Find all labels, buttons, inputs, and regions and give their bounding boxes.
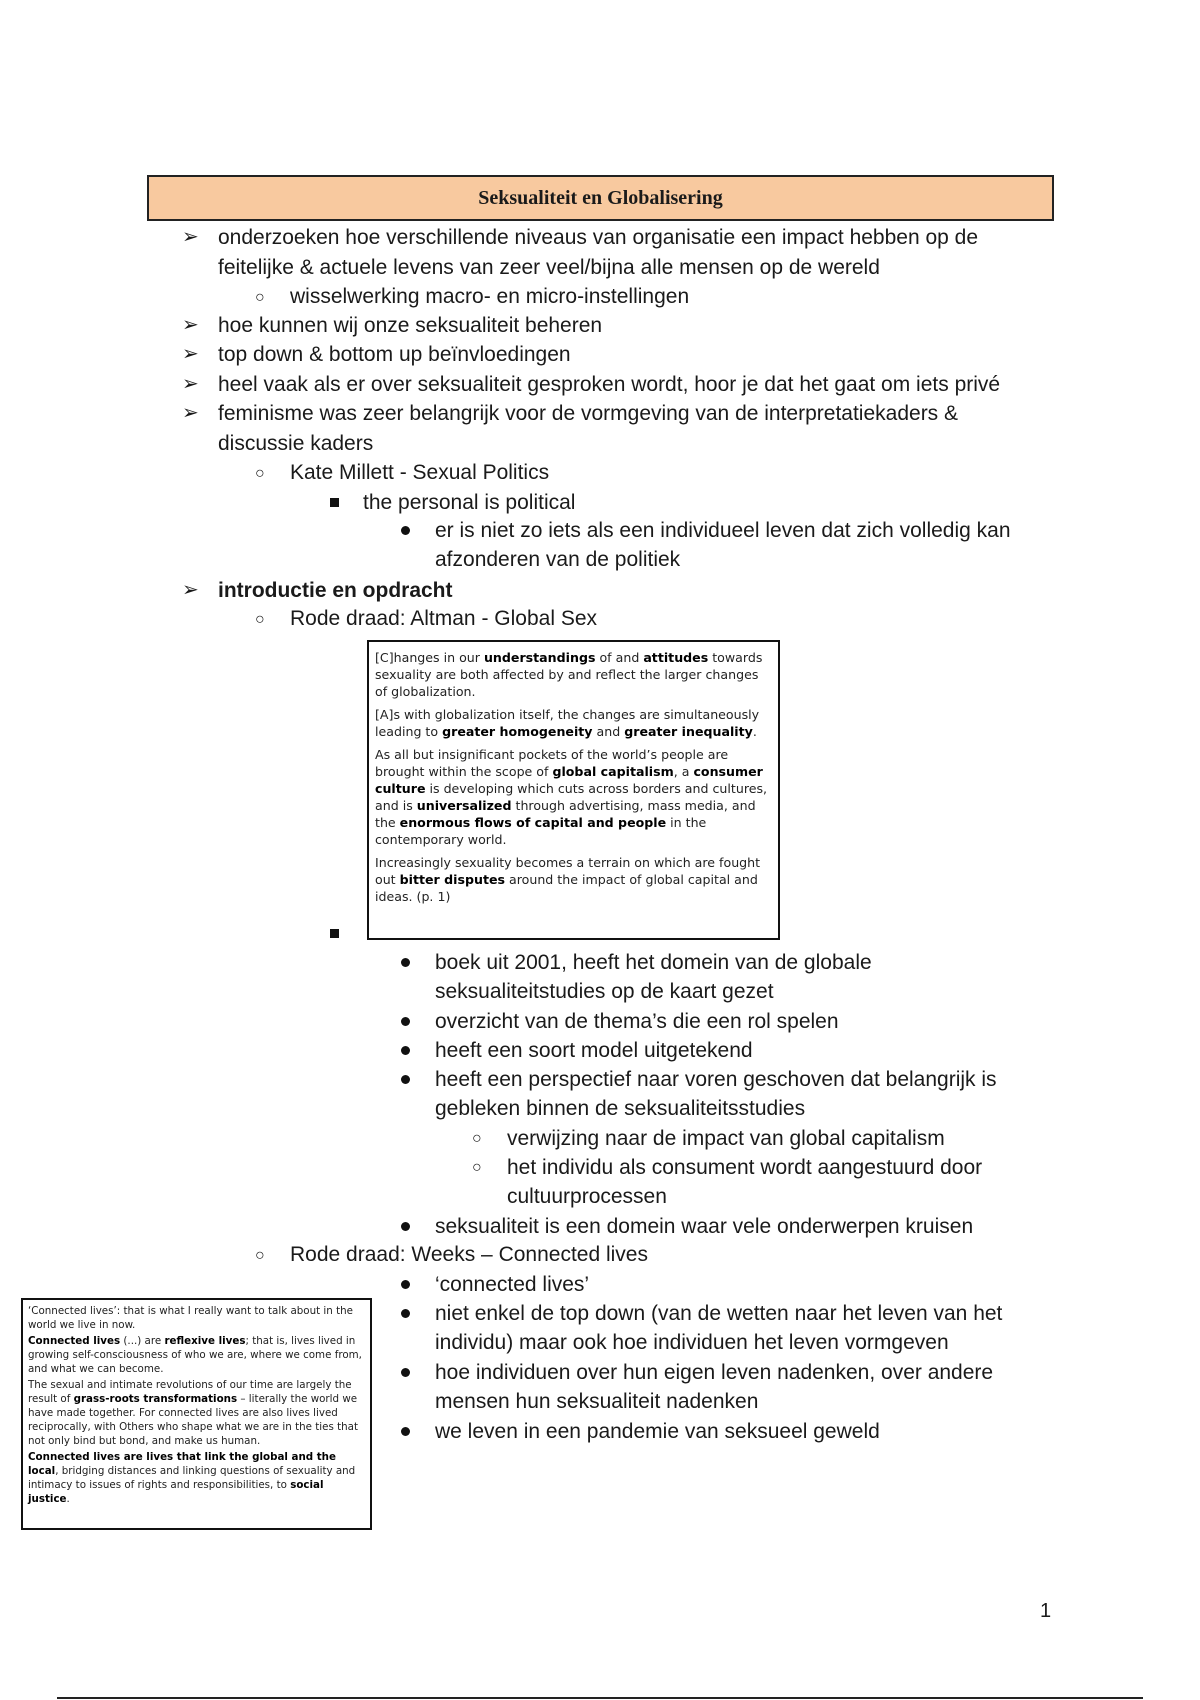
dot-bullet-icon — [401, 1075, 410, 1084]
text-line: the personal is political — [363, 491, 576, 514]
quote-text: and — [592, 724, 625, 739]
text-line: onderzoeken hoe verschillende niveaus van organisatie een impact hebben op de — [218, 226, 979, 249]
quote-emphasis: bitter disputes — [399, 872, 506, 887]
quote-text: is developing which cuts across borders and cultures, and is — [375, 781, 768, 813]
quote-paragraph — [375, 649, 772, 700]
text-line: feitelijke & actuele levens van zeer veel/bijna alle mensen op de wereld — [218, 256, 880, 279]
text-line: mensen hun seksualiteit nadenken — [435, 1390, 759, 1413]
quote-text: towards sexuality are both affected by and reflect the larger changes of globalization. — [375, 650, 763, 699]
quote-emphasis: understandings — [483, 650, 596, 665]
arrow-icon: ➢ — [182, 314, 199, 336]
arrow-icon: ➢ — [182, 579, 199, 601]
dot-bullet-icon — [401, 1427, 410, 1436]
text-line: Rode draad: Altman - Global Sex — [290, 607, 598, 630]
quote-emphasis: consumer culture — [375, 764, 763, 796]
text-line: hoe individuen over hun eigen leven nadenken, over andere — [435, 1361, 994, 1384]
dot-bullet-icon — [401, 1222, 410, 1231]
text-line: hoe kunnen wij onze seksualiteit beheren — [218, 314, 603, 337]
quote-paragraph — [375, 706, 772, 740]
quote-text: Increasingly sexuality becomes a terrain on which are fought out — [375, 855, 761, 887]
circle-bullet-icon: ○ — [472, 1130, 482, 1147]
quote-emphasis: attitudes — [643, 650, 709, 665]
dot-bullet-icon — [401, 1368, 410, 1377]
arrow-icon: ➢ — [182, 402, 199, 424]
circle-bullet-icon: ○ — [472, 1159, 482, 1176]
page-title: Seksualiteit en Globalisering — [478, 186, 723, 209]
text-line: seksualiteitstudies op de kaart gezet — [435, 980, 774, 1003]
quote-emphasis: grass-roots transformations — [73, 1393, 238, 1405]
quote-emphasis: enormous flows of capital and people — [399, 815, 667, 830]
quote-paragraph — [28, 1304, 365, 1332]
text-line: overzicht van de thema’s die een rol spelen — [435, 1010, 839, 1033]
arrow-icon: ➢ — [182, 343, 199, 365]
square-bullet-icon — [330, 498, 339, 507]
text-line: top down & bottom up beïnvloedingen — [218, 343, 571, 366]
text-line: discussie kaders — [218, 432, 374, 455]
text-line: individu) maar ook hoe individuen het leven vormgeven — [435, 1331, 949, 1354]
circle-bullet-icon: ○ — [255, 289, 265, 306]
quote-paragraph — [28, 1450, 365, 1506]
text-line: we leven in een pandemie van seksueel geweld — [435, 1420, 880, 1443]
quote-emphasis: global capitalism — [552, 764, 674, 779]
text-line: heeft een soort model uitgetekend — [435, 1039, 753, 1062]
quote-text: around the impact of global capital and ideas. (p. 1) — [375, 872, 758, 904]
footer-rule — [57, 1697, 1143, 1699]
quote-text: , bridging distances and linking questions of sexuality and intimacy to issues of rights and responsibilities, to — [28, 1465, 356, 1491]
text-line: heeft een perspectief naar voren geschoven dat belangrijk is — [435, 1068, 997, 1091]
quote-text: – literally the world we have made together. For connected lives are also lives lived reciprocally, with Others who shape what we are in the ties that not only bind but bond, and make us human. — [28, 1393, 359, 1447]
quote-text: (...) are — [120, 1335, 165, 1347]
text-line: feminisme was zeer belangrijk voor de vormgeving van de interpretatiekaders & — [218, 402, 959, 425]
quote-text: of and — [595, 650, 644, 665]
quote-box-weeks — [21, 1298, 372, 1530]
quote-text: The sexual and intimate revolutions of our time are largely the result of — [28, 1379, 352, 1405]
quote-emphasis: greater homogeneity — [442, 724, 593, 739]
quote-emphasis: universalized — [416, 798, 512, 813]
quote-paragraph — [28, 1334, 365, 1376]
quote-text: As all but insignificant pockets of the world’s people are brought within the scope of — [375, 747, 729, 779]
quote-text: [A]s with globalization itself, the changes are simultaneously leading to — [375, 707, 760, 739]
section-heading: introductie en opdracht — [218, 579, 453, 602]
page-number: 1 — [1040, 1600, 1052, 1622]
quote-emphasis: Connected lives — [28, 1335, 121, 1347]
text-line: wisselwerking macro- en micro-instellingen — [290, 285, 690, 308]
circle-bullet-icon: ○ — [255, 1247, 265, 1264]
text-line: niet enkel de top down (van de wetten naar het leven van het — [435, 1302, 1003, 1325]
text-line: ‘connected lives’ — [435, 1273, 590, 1296]
text-line: afzonderen van de politiek — [435, 548, 681, 571]
dot-bullet-icon — [401, 1017, 410, 1026]
text-line: er is niet zo iets als een individueel leven dat zich volledig kan — [435, 519, 1011, 542]
quote-paragraph — [375, 854, 772, 905]
text-line: Rode draad: Weeks – Connected lives — [290, 1243, 648, 1266]
quote-emphasis: reflexive lives — [164, 1335, 246, 1347]
text-line: boek uit 2001, heeft het domein van de globale — [435, 951, 872, 974]
quote-text: ; that is, lives lived in growing self-consciousness of who we are, where we come from, and what we can become. — [28, 1335, 362, 1375]
quote-emphasis: social justice — [28, 1479, 324, 1505]
dot-bullet-icon — [401, 958, 410, 967]
dot-bullet-icon — [401, 1309, 410, 1318]
quote-paragraph — [375, 746, 772, 848]
text-line: Kate Millett - Sexual Politics — [290, 461, 550, 484]
title-box — [147, 175, 1054, 221]
text-line: het individu als consument wordt aangestuurd door — [507, 1156, 983, 1179]
circle-bullet-icon: ○ — [255, 465, 265, 482]
quote-box-altman — [367, 640, 780, 940]
dot-bullet-icon — [401, 1046, 410, 1055]
quote-emphasis: Connected lives are lives that link the global and the local — [28, 1451, 337, 1477]
text-line: cultuurprocessen — [507, 1185, 667, 1208]
quote-paragraph — [28, 1378, 365, 1448]
quote-text: . — [752, 724, 757, 739]
text-line: verwijzing naar de impact van global capitalism — [507, 1127, 945, 1150]
quote-text: in the contemporary world. — [375, 815, 707, 847]
quote-text: , a — [673, 764, 694, 779]
circle-bullet-icon: ○ — [255, 611, 265, 628]
text-line: seksualiteit is een domein waar vele onderwerpen kruisen — [435, 1215, 974, 1238]
arrow-icon: ➢ — [182, 373, 199, 395]
square-bullet-icon — [330, 929, 339, 938]
quote-text: ‘Connected lives’: that is what I really want to talk about in the world we live in now. — [28, 1305, 353, 1331]
dot-bullet-icon — [401, 1280, 410, 1289]
arrow-icon: ➢ — [182, 226, 199, 248]
quote-text: . — [66, 1493, 70, 1505]
quote-emphasis: greater inequality — [624, 724, 753, 739]
text-line: gebleken binnen de seksualiteitsstudies — [435, 1097, 806, 1120]
dot-bullet-icon — [401, 526, 410, 535]
quote-text: through advertising, mass media, and the — [375, 798, 756, 830]
text-line: heel vaak als er over seksualiteit gesproken wordt, hoor je dat het gaat om iets privé — [218, 373, 1001, 396]
quote-text: [C]hanges in our — [375, 650, 484, 665]
